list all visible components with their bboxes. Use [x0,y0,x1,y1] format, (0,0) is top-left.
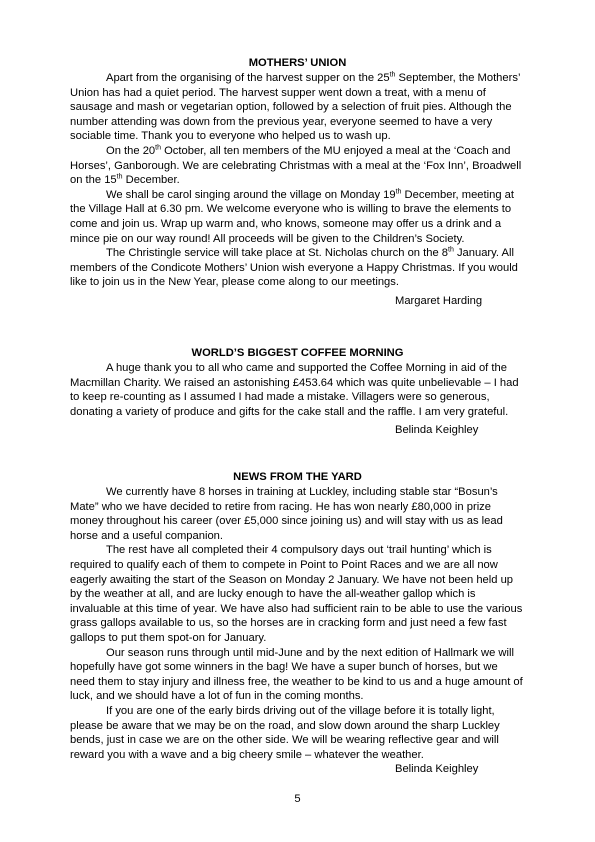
section-news-from-the-yard [70,470,525,777]
section-mothers-union [70,56,525,309]
page-number: 5 [294,793,301,805]
paragraph: The Christingle service will take place at St. Nicholas church on the 8th January. All members of the Condicote Mothers’ Union wish everyone a Happy Christmas. If you would like to join us in the New Year, please come along to our meetings. [70,246,518,289]
paragraph: If you are one of the early birds driving out of the village before it is totally light, please be aware that we may be on the road, and slow down around the sharp Luckley bends, just in case we are on the other side. We will be wearing reflective gear and will reward you with a wave and a big cheery smile – whatever the weather. [70,704,500,761]
signature: Belinda Keighley [395,424,479,437]
section-coffee-morning [70,346,525,438]
paragraph: The rest have all completed their 4 compulsory days out ‘trail hunting’ which is required to qualify each of them to compete in Point to Point Races and we are all now eagerly awaiting the start of the Season on Monday 2 January. We have not been held up by the weather at all, and are lucky enough to have the all-weather gallop which is invaluable at this time of year. We have also had sufficient rain to be able to use the various grass gallops available to us, so the horses are in cracking form and just need a few fast gallops to put them spot-on for January. [70,544,523,644]
section-heading: WORLD’S BIGGEST COFFEE MORNING [191,347,404,359]
paragraph: Our season runs through until mid-June and by the next edition of Hallmark we will hopefully have got some winners in the bag! We have a super bunch of horses, but we need them to stay injury and illness free, the weather to be kind to us and a huge amount of luck, and we should have a lot of fun in the coming months. [70,646,523,703]
paragraph: We currently have 8 horses in training at Luckley, including stable star “Bosun’s Mate” who we have decided to retire from racing. He has won nearly £80,000 in prize money throughout his career (over £5,000 since joining us) and will stay with us as lead horse and a useful companion. [70,486,503,542]
section-heading: NEWS FROM THE YARD [233,471,362,483]
section-heading: MOTHERS’ UNION [248,57,347,69]
paragraph: On the 20th October, all ten members of the MU enjoyed a meal at the ‘Coach and Horses’, Ganborough. We are celebrating Christmas with a meal at the ‘Fox Inn’, Broadwell on the 15th December. [70,144,522,187]
signature: Margaret Harding [395,294,483,307]
paragraph: Apart from the organising of the harvest supper on the 25th September, the Mothers’ Union has had a quiet period. The harvest supper went down a treat, with a menu of sausage and mash or vegetarian option, followed by a selection of fruit pies. Although the number attending was down from the previous year, everyone seemed to have a very sociable time. Thank you to everyone who helped us to wash up. [70,71,521,143]
paragraph: We shall be carol singing around the village on Monday 19th December, meeting at the Village Hall at 6.30 pm. We welcome everyone who is willing to brave the elements to come and join us. Wrap up warm and, who knows, someone may offer us a drink and a mince pie on our way round! All proceeds will be given to the Children’s Society. [70,188,515,245]
signature: Belinda Keighley [395,763,479,776]
paragraph: A huge thank you to all who came and supported the Coffee Morning in aid of the Macmillan Charity. We raised an astonishing £453.64 which was quite unbelievable – I had to keep re-counting as I assumed I had made a mistake. Villagers were so generous, donating a variety of produce and gifts for the cake stall and the raffle. I am very grateful. [70,362,519,418]
